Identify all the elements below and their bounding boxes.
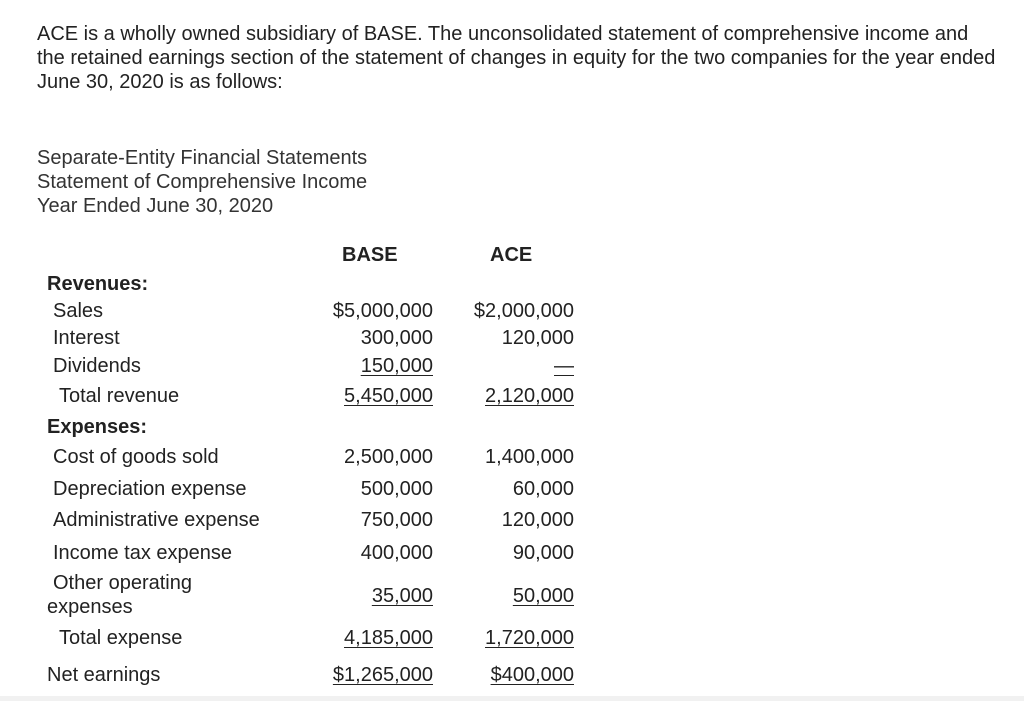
value-base-dividends-cell xyxy=(273,354,433,378)
value-base-net-earnings-cell xyxy=(273,663,433,687)
value-base-other-operating: 35,000 xyxy=(371,585,433,607)
value-base-dividends: 150,000 xyxy=(360,355,433,377)
value-ace-sales: $2,000,000 xyxy=(473,300,574,322)
row-label-depreciation: Depreciation expense xyxy=(53,478,247,500)
value-ace-depreciation: 60,000 xyxy=(512,478,574,500)
value-base-total-revenue-cell xyxy=(273,384,433,408)
row-label-other-operating: Other operating expenses xyxy=(47,572,192,618)
section-expenses: Expenses: xyxy=(47,416,148,438)
value-base-total-revenue: 5,450,000 xyxy=(344,385,433,407)
value-ace-total-revenue: 2,120,000 xyxy=(485,385,574,407)
value-ace-net-earnings-cell xyxy=(414,663,574,687)
column-header-ace: ACE xyxy=(490,244,533,266)
value-base-admin: 750,000 xyxy=(360,509,433,531)
heading-line-statement: Statement of Comprehensive Income xyxy=(37,171,368,193)
value-ace-net-earnings: $400,000 xyxy=(490,664,574,686)
row-label-sales: Sales xyxy=(53,300,104,322)
row-label-income-tax: Income tax expense xyxy=(53,542,232,564)
intro-paragraph: ACE is a wholly owned subsidiary of BASE. The unconsolidated statement of comprehensive income and the retained earnings section of the statement of changes in equity for the two companies for the year ended June 30, 2020 is as follows: xyxy=(37,23,996,93)
value-base-net-earnings: $1,265,000 xyxy=(332,664,433,686)
value-ace-total-expense-cell xyxy=(414,626,574,650)
value-base-cogs: 2,500,000 xyxy=(344,446,433,468)
value-base-interest: 300,000 xyxy=(360,327,433,349)
value-base-other-operating-cell xyxy=(273,584,433,608)
value-base-total-expense-cell xyxy=(273,626,433,650)
row-label-total-revenue: Total revenue xyxy=(59,385,180,407)
row-label-interest: Interest xyxy=(53,327,120,349)
row-label-admin: Administrative expense xyxy=(53,509,260,531)
value-ace-total-revenue-cell xyxy=(414,384,574,408)
value-base-total-expense: 4,185,000 xyxy=(344,627,433,649)
value-ace-other-operating: 50,000 xyxy=(512,585,574,607)
value-ace-admin: 120,000 xyxy=(501,509,574,531)
value-ace-income-tax: 90,000 xyxy=(512,542,574,564)
heading-line-period: Year Ended June 30, 2020 xyxy=(37,195,274,217)
row-label-net-earnings: Net earnings xyxy=(47,664,161,686)
value-ace-other-operating-cell xyxy=(414,584,574,608)
column-header-base: BASE xyxy=(342,244,398,266)
row-label-cogs: Cost of goods sold xyxy=(53,446,219,468)
page-bottom-edge xyxy=(0,696,1024,701)
statement-heading xyxy=(37,146,367,218)
value-ace-cogs: 1,400,000 xyxy=(485,446,574,468)
row-label-total-expense: Total expense xyxy=(59,627,183,649)
section-revenues: Revenues: xyxy=(47,273,149,295)
value-base-sales: $5,000,000 xyxy=(332,300,433,322)
heading-line-entity: Separate-Entity Financial Statements xyxy=(37,147,368,169)
value-base-income-tax: 400,000 xyxy=(360,542,433,564)
row-label-dividends: Dividends xyxy=(53,355,141,377)
value-ace-total-expense: 1,720,000 xyxy=(485,627,574,649)
value-base-depreciation: 500,000 xyxy=(360,478,433,500)
value-ace-interest: 120,000 xyxy=(501,327,574,349)
value-ace-dividends-cell xyxy=(414,354,574,378)
value-ace-dividends: — xyxy=(554,355,574,377)
